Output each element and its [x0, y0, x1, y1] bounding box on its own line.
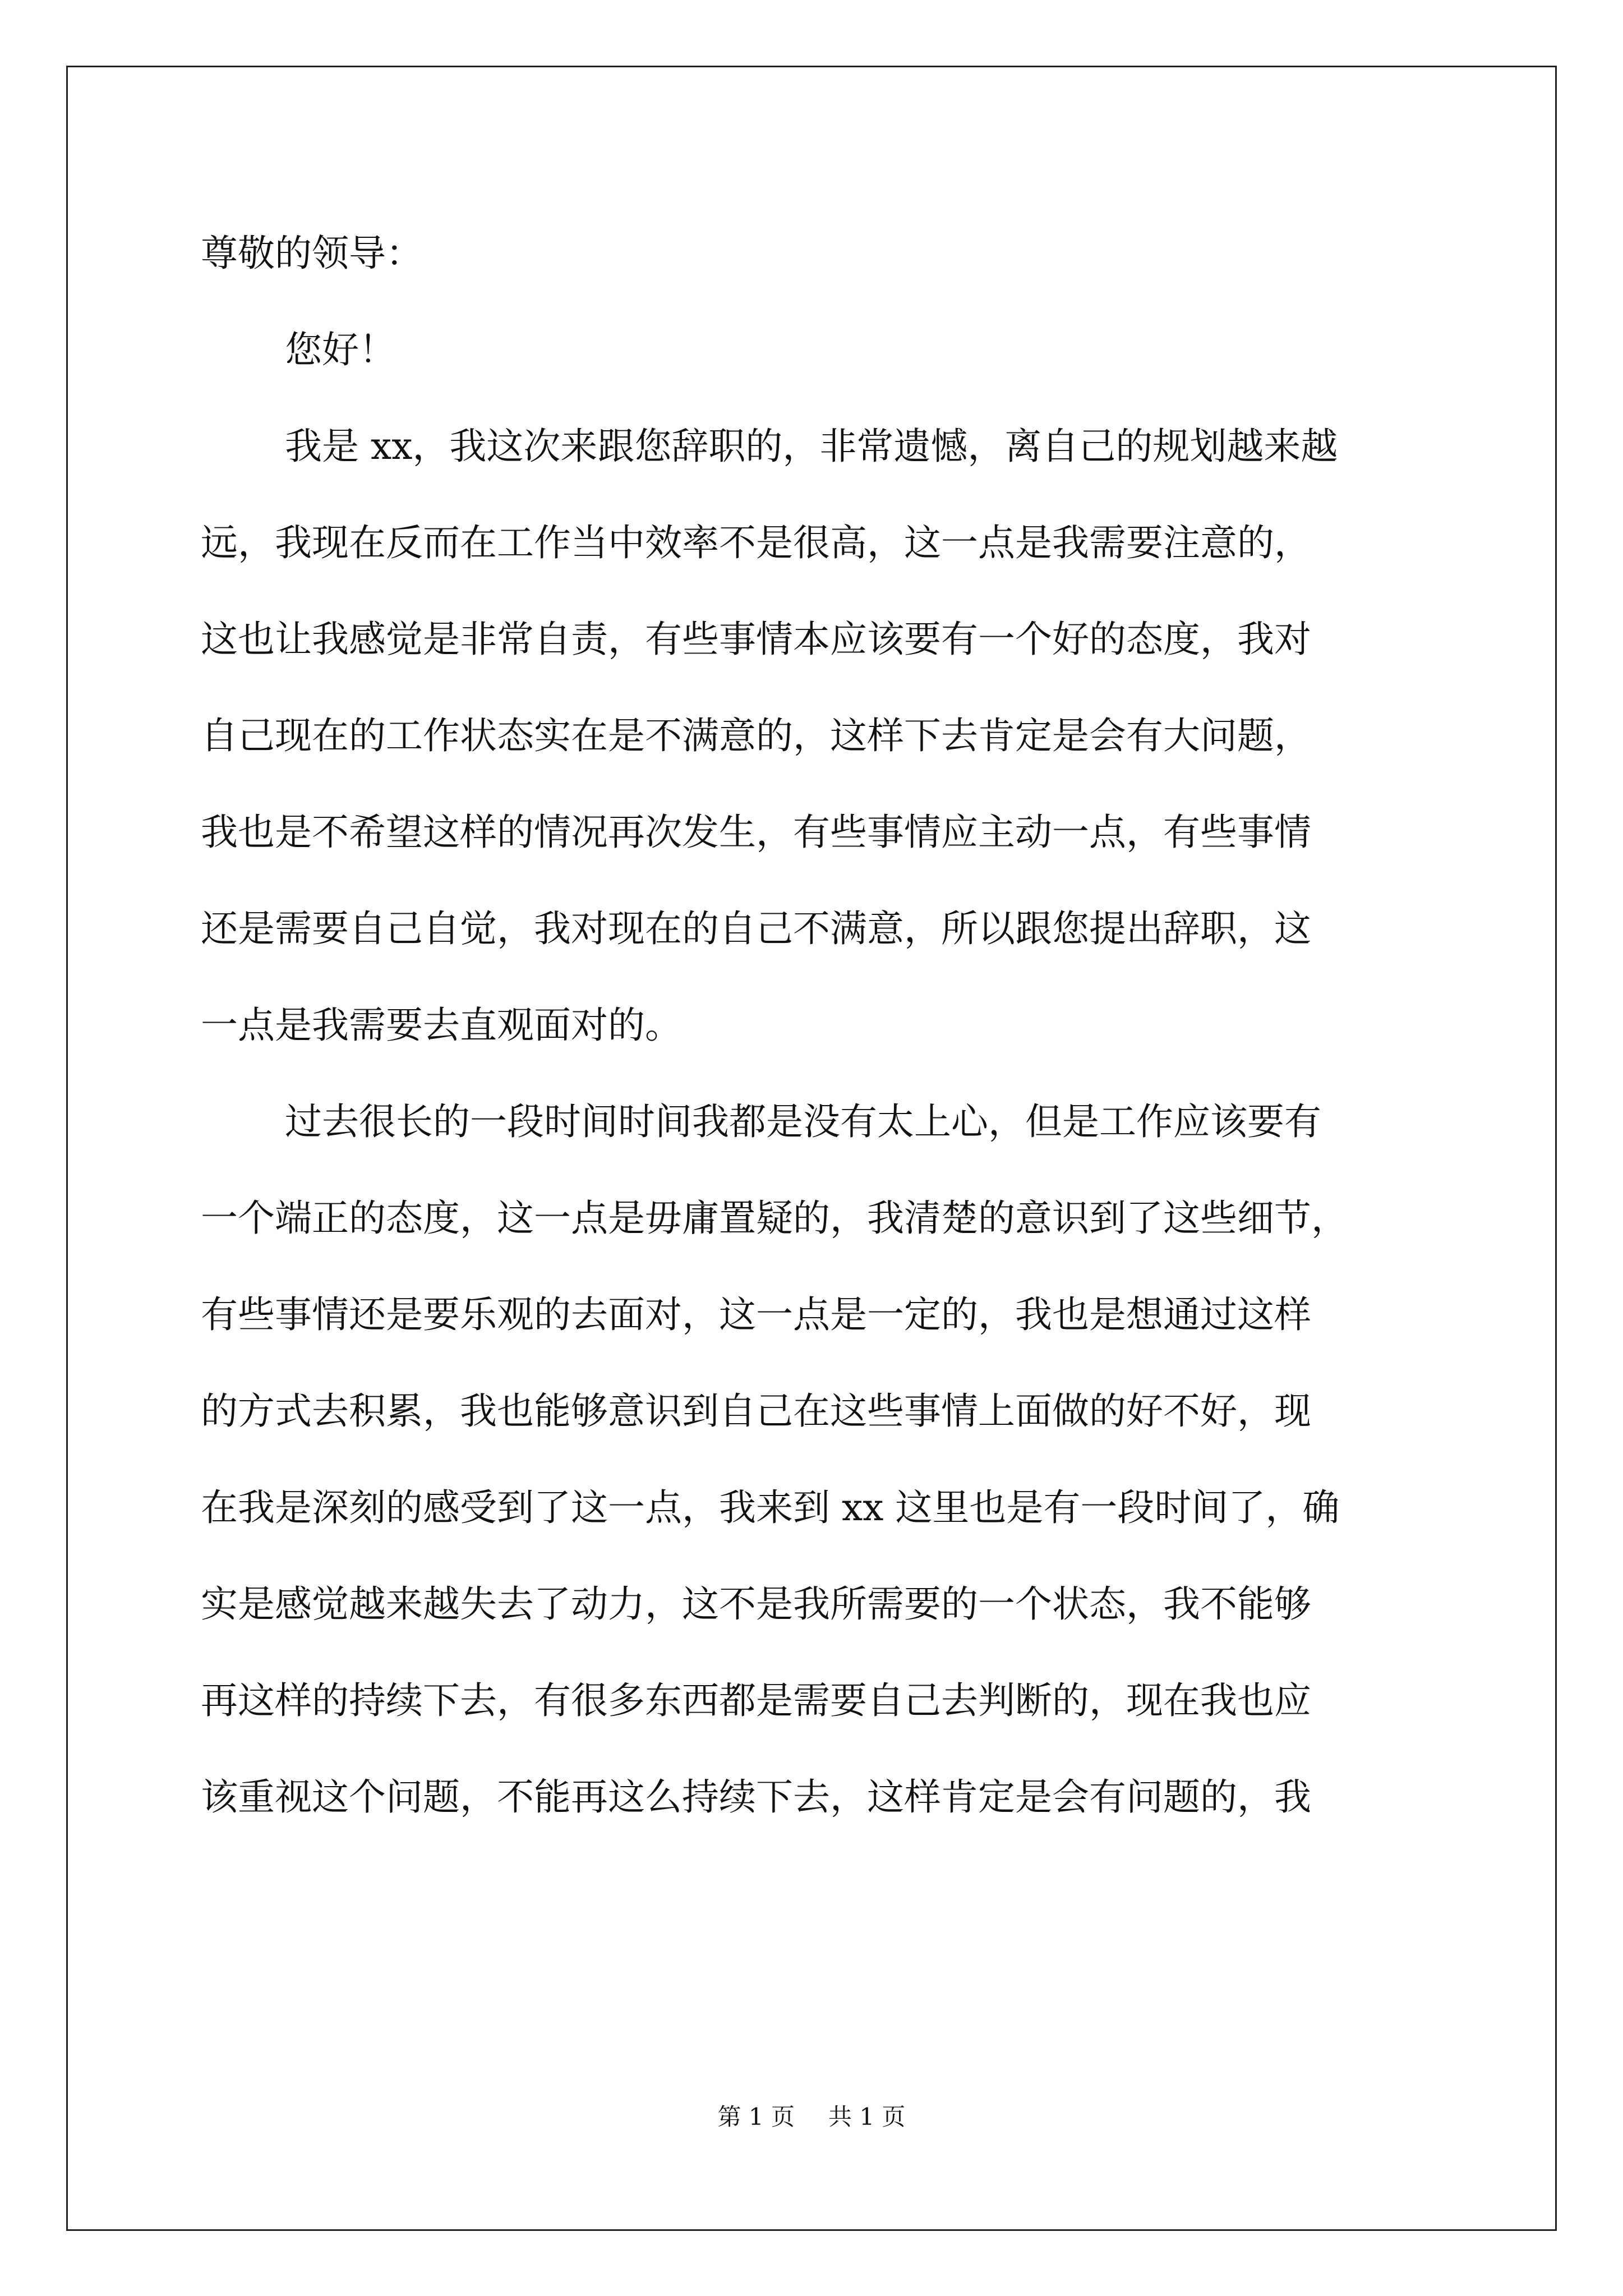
paragraph-1-line-3: 这也让我感觉是非常自责，有些事情本应该要有一个好的态度，我对	[201, 618, 1311, 661]
page-number: 第 1 页	[717, 2103, 795, 2131]
page-footer	[0, 2100, 1623, 2134]
paragraph-2-line-7: 再这样的持续下去，有很多东西都是需要自己去判断的，现在我也应	[201, 1679, 1311, 1722]
paragraph-2-line-8: 该重视这个问题，不能再这么持续下去，这样肯定是会有问题的，我	[201, 1775, 1311, 1819]
paragraph-2-line-4: 的方式去积累，我也能够意识到自己在这些事情上面做的好不好，现	[201, 1389, 1311, 1433]
page-total: 共 1 页	[828, 2103, 906, 2131]
paragraph-2-line-3: 有些事情还是要乐观的去面对，这一点是一定的，我也是想通过这样	[201, 1293, 1311, 1336]
paragraph-1-line-7: 一点是我需要去直观面对的。	[201, 1004, 682, 1047]
greeting: 您好！	[285, 328, 396, 371]
paragraph-2-line-1: 过去很长的一段时间时间我都是没有太上心，但是工作应该要有	[285, 1100, 1321, 1143]
paragraph-2-line-6: 实是感觉越来越失去了动力，这不是我所需要的一个状态，我不能够	[201, 1582, 1311, 1626]
paragraph-1-line-2: 远，我现在反而在工作当中效率不是很高，这一点是我需要注意的，	[201, 521, 1311, 564]
paragraph-1-line-5: 我也是不希望这样的情况再次发生，有些事情应主动一点，有些事情	[201, 811, 1311, 854]
paragraph-2-line-5: 在我是深刻的感受到了这一点，我来到 xx 这里也是有一段时间了，确	[201, 1486, 1340, 1529]
paragraph-1-line-4: 自己现在的工作状态实在是不满意的，这样下去肯定是会有大问题，	[201, 714, 1311, 757]
salutation: 尊敬的领导：	[201, 232, 423, 275]
paragraph-1-line-6: 还是需要自己自觉，我对现在的自己不满意，所以跟您提出辞职，这	[201, 907, 1311, 950]
paragraph-2-line-2: 一个端正的态度，这一点是毋庸置疑的，我清楚的意识到了这些细节，	[201, 1197, 1348, 1240]
paragraph-1-line-1: 我是 xx，我这次来跟您辞职的，非常遗憾，离自己的规划越来越	[285, 425, 1338, 468]
